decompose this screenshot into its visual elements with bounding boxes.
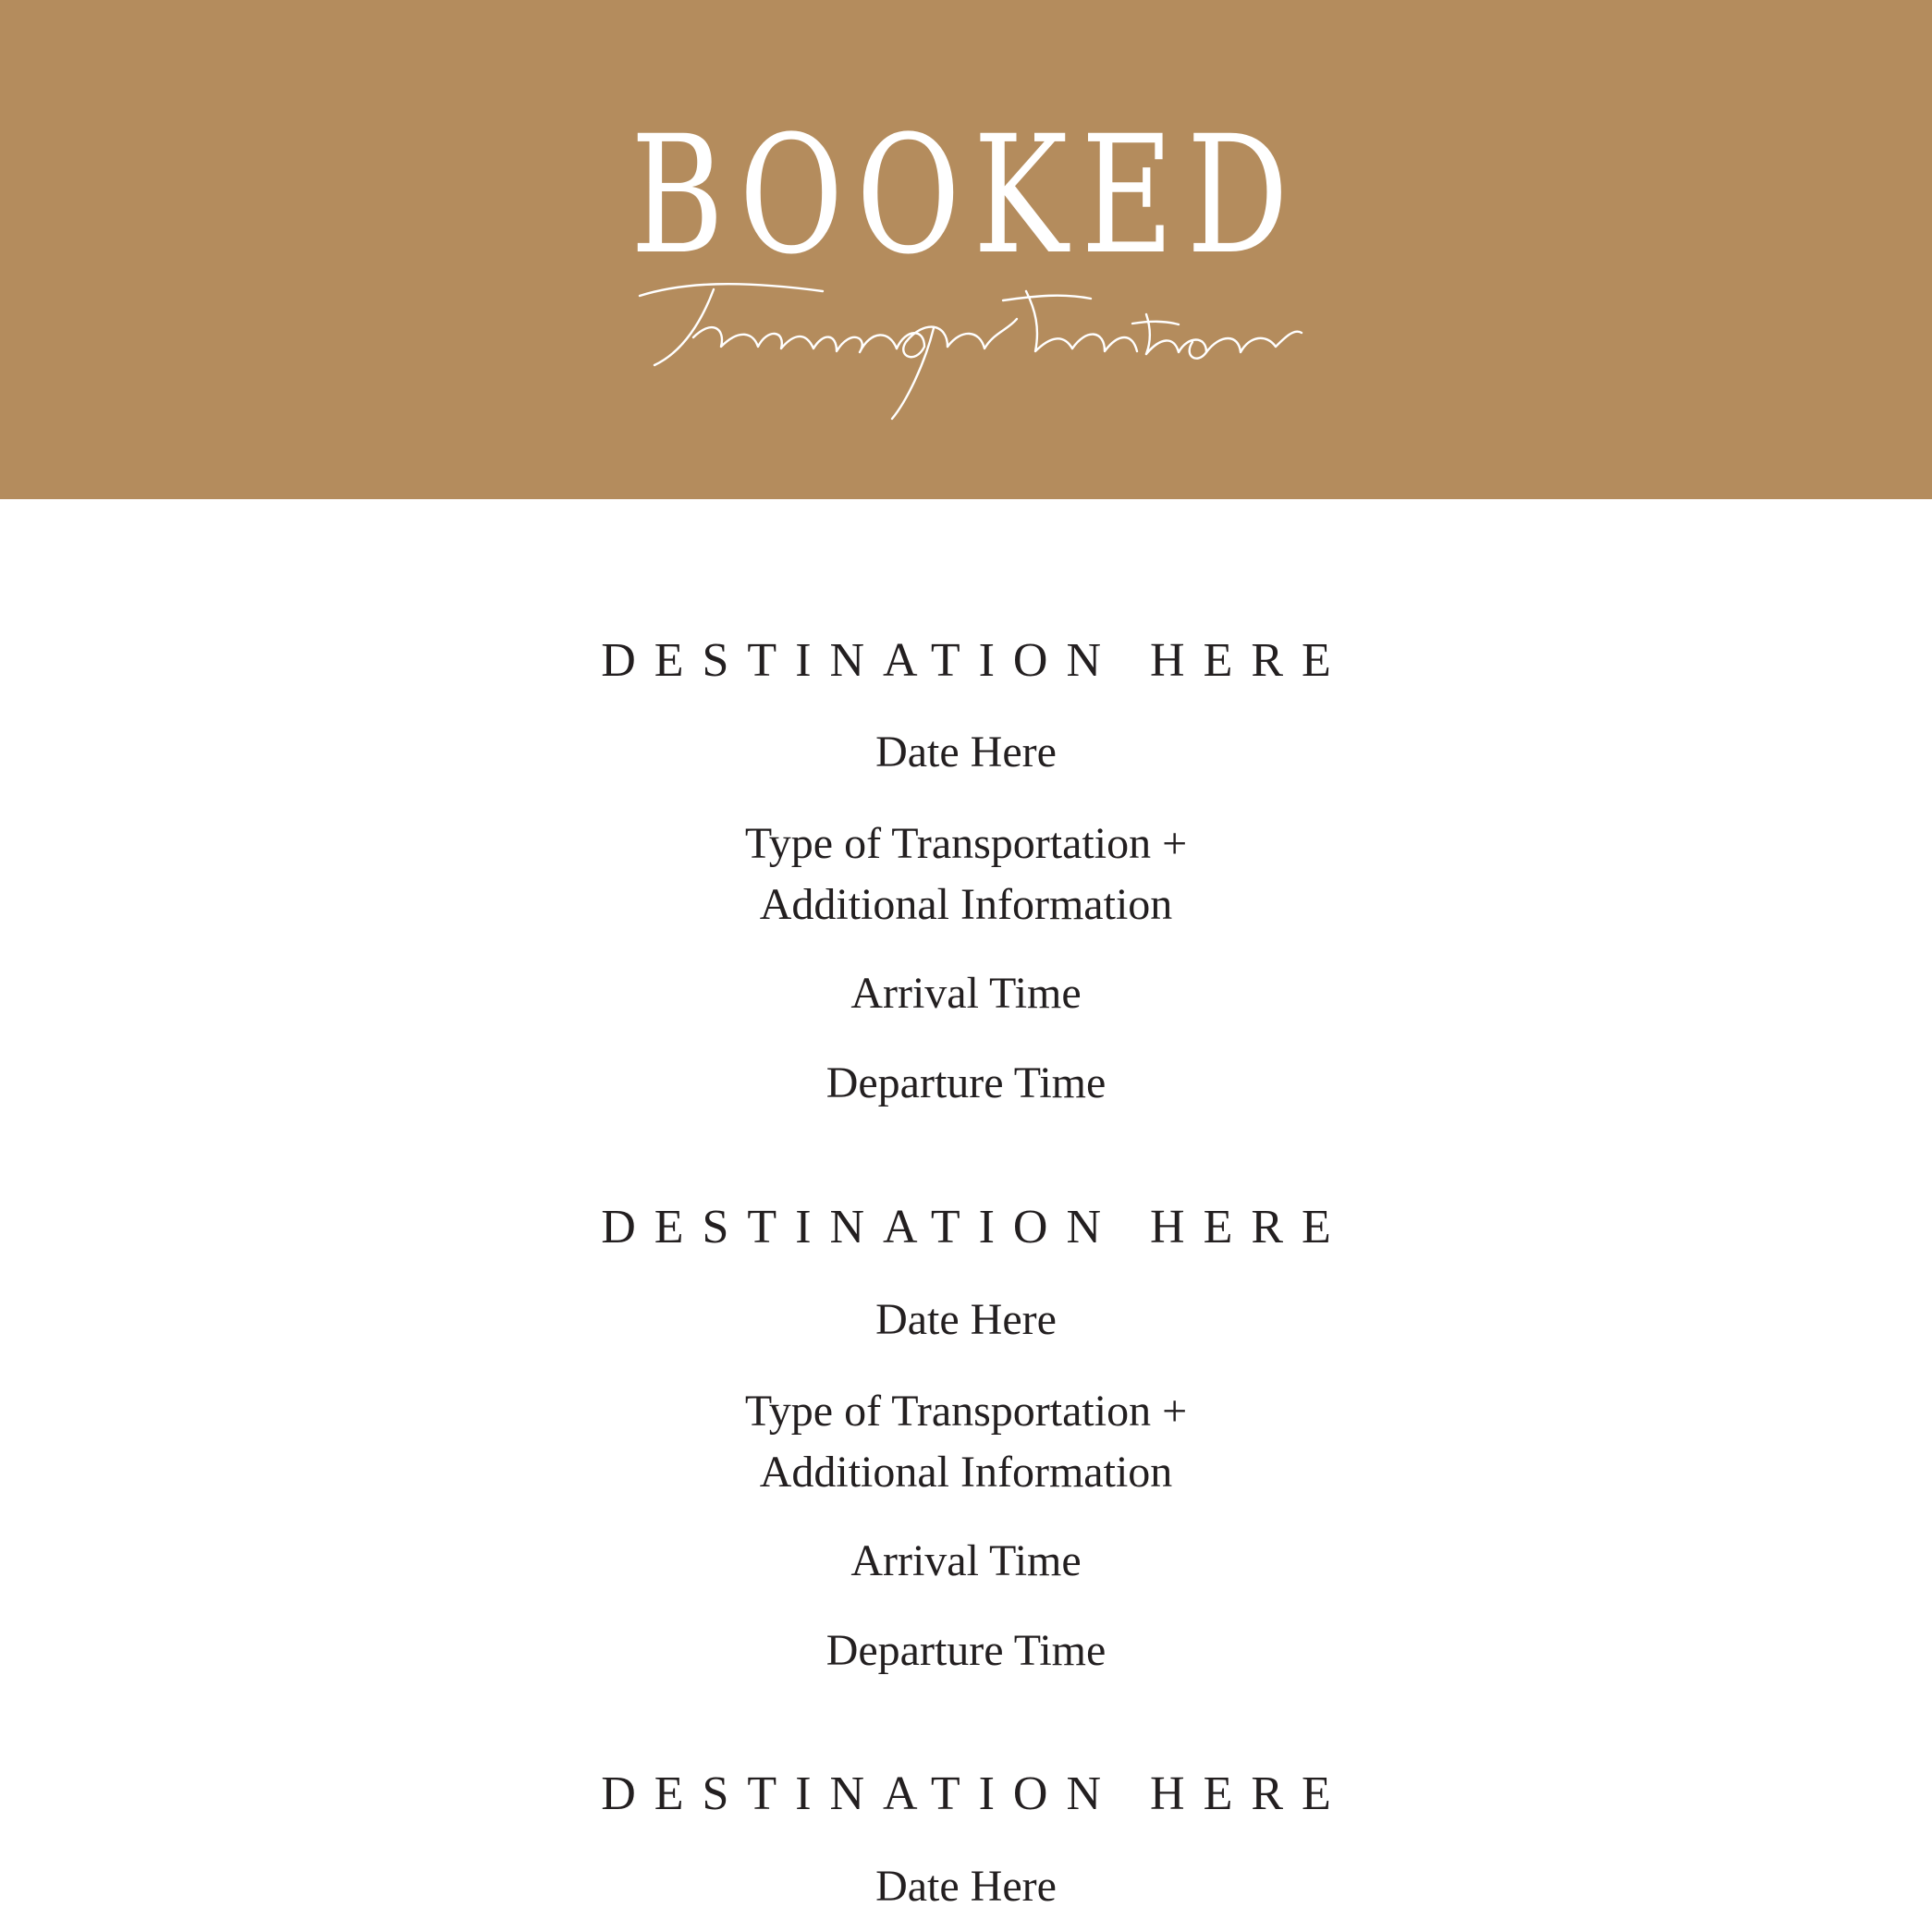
- header-banner: [0, 0, 1932, 499]
- transport-type-text: Type of Transportation + Additional Information: [744, 819, 1188, 929]
- date-text: Date Here: [875, 1295, 1057, 1344]
- arrival-time-text: Arrival Time: [850, 1536, 1082, 1585]
- date-text: Date Here: [875, 728, 1057, 776]
- destination-heading: DESTINATION HERE: [601, 1201, 1350, 1253]
- transport-type-text: Type of Transportation + Additional Information: [744, 1387, 1188, 1497]
- page-title: BOOKED: [630, 101, 1302, 290]
- departure-time-text: Departure Time: [825, 1058, 1107, 1107]
- departure-time-text: Departure Time: [825, 1626, 1107, 1675]
- arrival-time-text: Arrival Time: [850, 969, 1082, 1018]
- destination-heading: DESTINATION HERE: [601, 1767, 1350, 1820]
- subtitle-script-lettering: [629, 263, 1303, 421]
- destination-heading: DESTINATION HERE: [601, 634, 1350, 687]
- date-text: Date Here: [875, 1862, 1057, 1911]
